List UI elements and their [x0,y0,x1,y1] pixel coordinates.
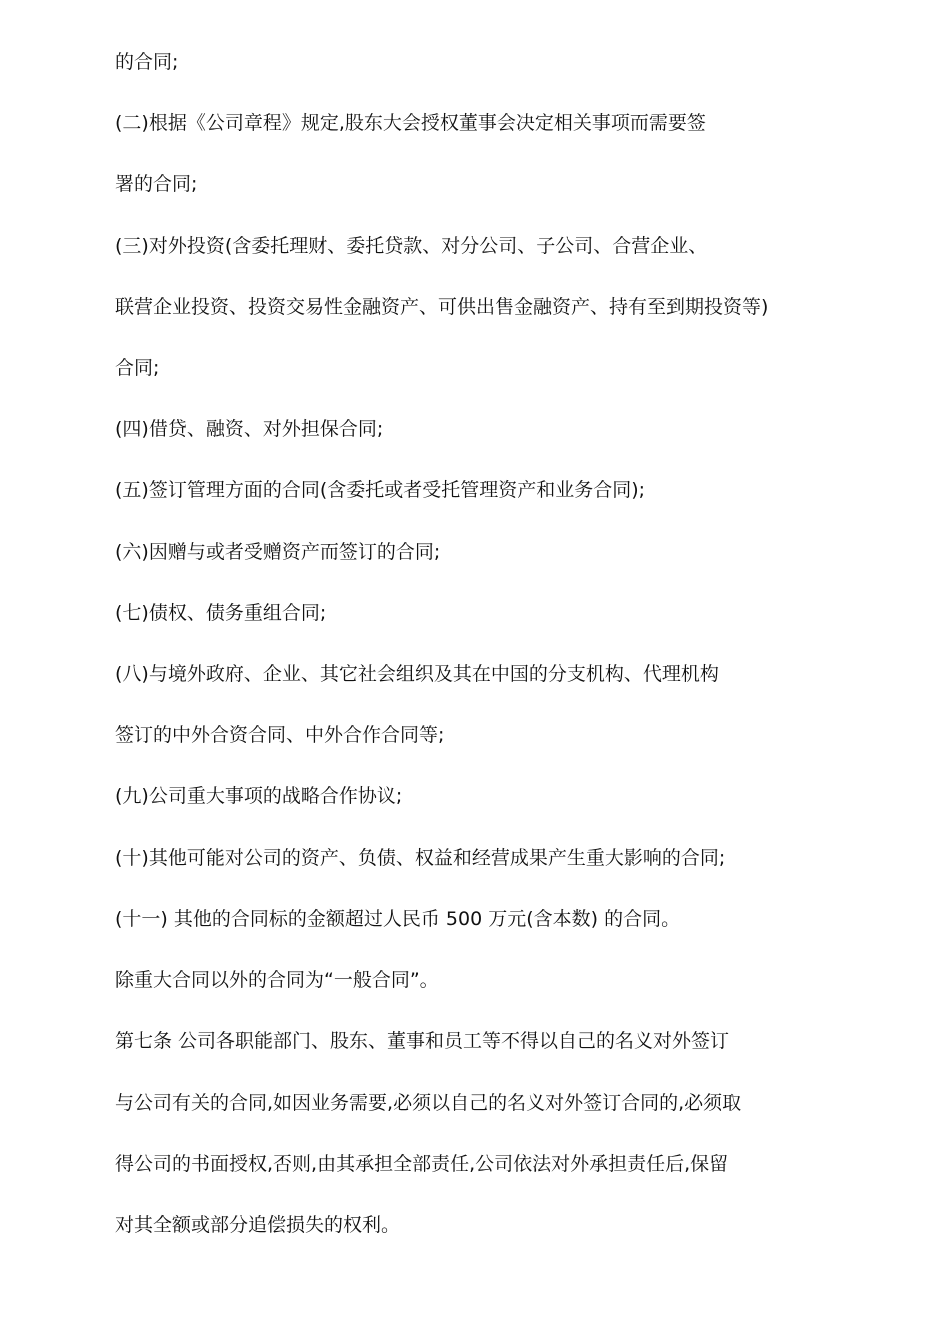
text-line: (七)债权、债务重组合同; [115,602,327,624]
text-line: (十一) 其他的合同标的金额超过人民币 500 万元(含本数) 的合同。 [115,908,681,930]
text-line: 合同; [115,357,160,379]
text-line: (三)对外投资(含委托理财、委托贷款、对分公司、子公司、合营企业、 [115,235,708,257]
text-line: 得公司的书面授权,否则,由其承担全部责任,公司依法对外承担责任后,保留 [115,1153,729,1175]
text-line: 联营企业投资、投资交易性金融资产、可供出售金融资产、持有至到期投资等) [115,296,769,318]
text-line: (十)其他可能对公司的资产、负债、权益和经营成果产生重大影响的合同; [115,847,726,869]
text-line: (四)借贷、融资、对外担保合同; [115,418,384,440]
text-line: 第七条 公司各职能部门、股东、董事和员工等不得以自己的名义对外签订 [115,1030,730,1052]
text-line: (八)与境外政府、企业、其它社会组织及其在中国的分支机构、代理机构 [115,663,719,685]
text-line: 除重大合同以外的合同为“一般合同”。 [115,969,439,991]
text-line: 签订的中外合资合同、中外合作合同等; [115,724,445,746]
text-line: 的合同; [115,51,179,73]
text-line: (九)公司重大事项的战略合作协议; [115,785,403,807]
text-line: (六)因赠与或者受赠资产而签订的合同; [115,541,441,563]
text-line: 与公司有关的合同,如因业务需要,必须以自己的名义对外签订合同的,必须取 [115,1092,742,1114]
text-line: (二)根据《公司章程》规定,股东大会授权董事会决定相关事项而需要签 [115,112,706,134]
text-line: (五)签订管理方面的合同(含委托或者受托管理资产和业务合同); [115,479,646,501]
text-line: 对其全额或部分追偿损失的权利。 [115,1214,401,1236]
text-line: 署的合同; [115,173,198,195]
